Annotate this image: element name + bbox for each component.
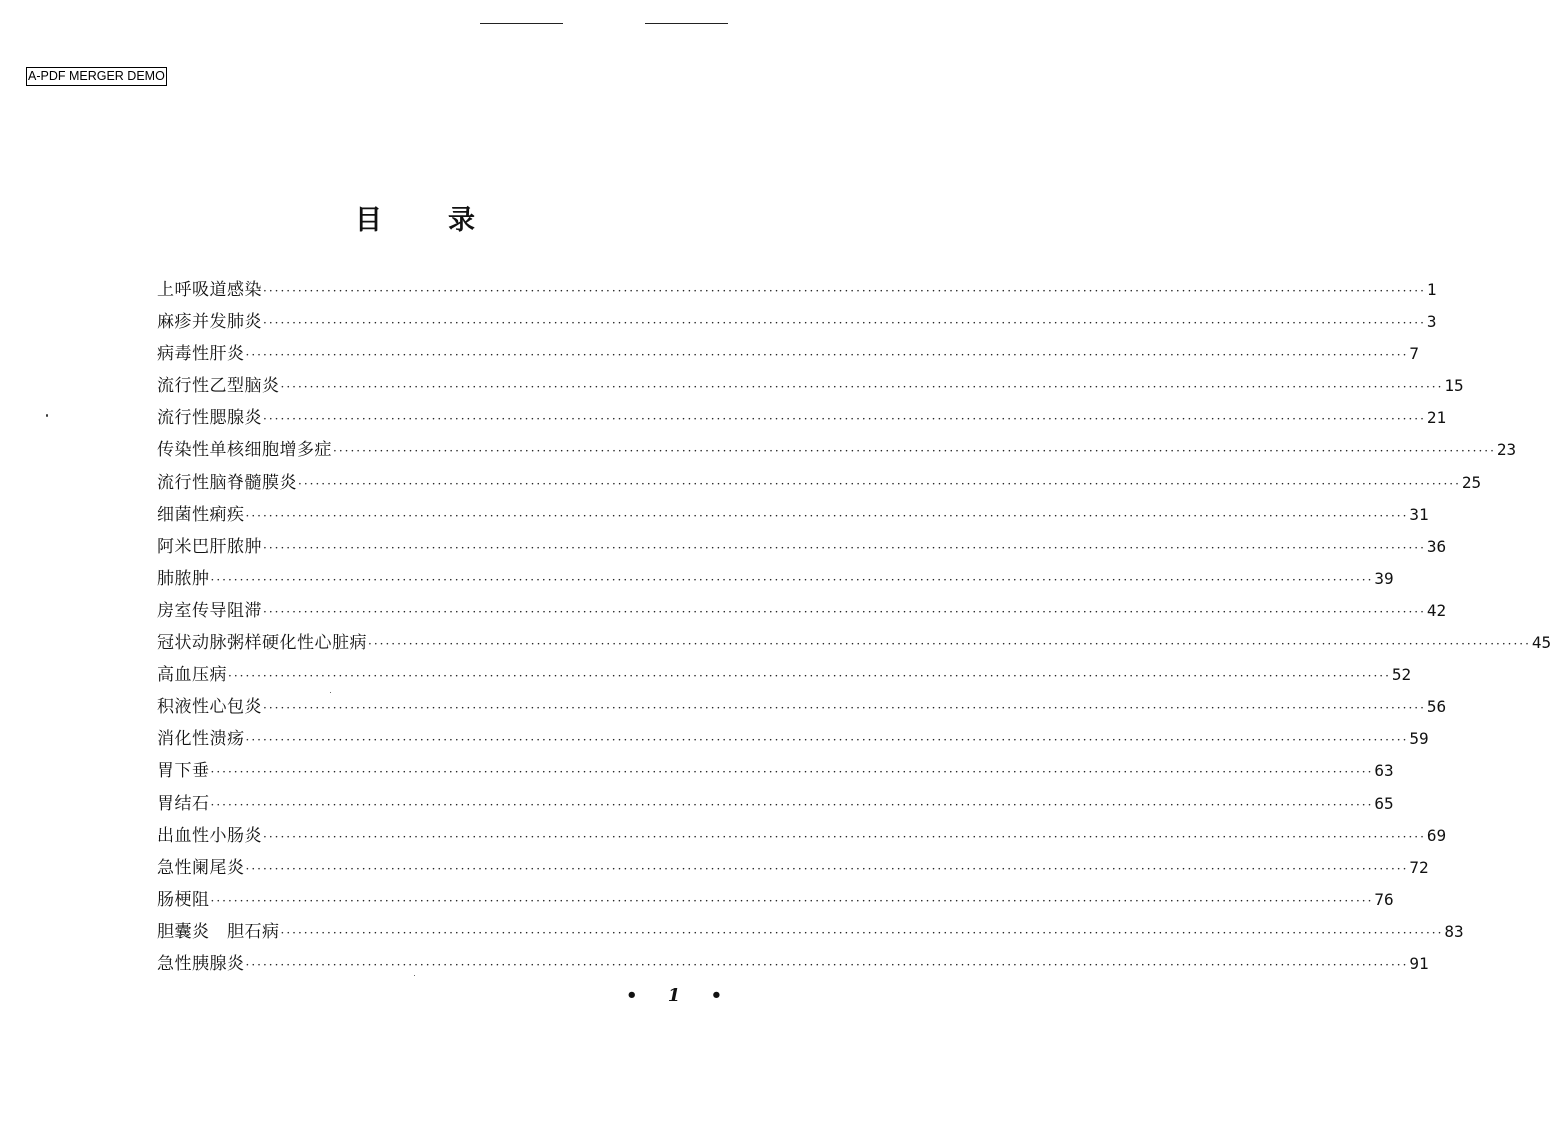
- dot-leader: ········································································································································································································: [245, 957, 1409, 972]
- header-rule-right: [645, 23, 728, 24]
- toc-entry: [157, 434, 1517, 466]
- dot-leader: ········································································································································································································: [263, 412, 1426, 427]
- toc-entry-title: 细菌性痢疾: [157, 504, 245, 525]
- toc-entry-page: 52: [1391, 665, 1412, 685]
- toc-entry: [157, 627, 1551, 659]
- toc-entry-title: 流行性脑脊髓膜炎: [157, 472, 297, 493]
- toc-entry-page: 65: [1374, 793, 1394, 813]
- toc-entry-page: 42: [1426, 600, 1447, 620]
- toc-entry-page: 76: [1374, 889, 1394, 909]
- dot-leader: ········································································································································································································: [210, 893, 1374, 908]
- scan-speck: [414, 975, 415, 976]
- dot-leader: ········································································································································································································: [263, 316, 1426, 331]
- toc-entry: [157, 274, 1437, 306]
- toc-entry-title: 出血性小肠炎: [157, 825, 262, 846]
- toc-entry: [157, 916, 1464, 948]
- toc-entry-title: 房室传导阻滞: [157, 600, 262, 621]
- dot-leader: ········································································································································································································: [298, 476, 1461, 491]
- title-char-1: 目: [355, 205, 382, 236]
- toc-entry: [157, 948, 1429, 980]
- dot-leader: ········································································································································································································: [263, 284, 1426, 298]
- dot-leader: ········································································································································································································: [280, 380, 1444, 395]
- watermark-label: A-PDF MERGER DEMO: [26, 67, 167, 86]
- dot-leader: ········································································································································································································: [210, 797, 1374, 812]
- table-of-contents: [157, 274, 1551, 980]
- dot-leader: ········································································································································································································: [263, 604, 1426, 619]
- toc-entry: [157, 659, 1412, 691]
- title-char-2: 录: [448, 205, 475, 236]
- toc-entry-page: 91: [1409, 953, 1429, 973]
- page-title: [355, 203, 475, 239]
- toc-entry-title: 急性胰腺炎: [157, 953, 245, 974]
- toc-entry-page: 69: [1426, 825, 1447, 845]
- toc-entry: [157, 499, 1429, 531]
- toc-entry-title: 阿米巴肝脓肿: [157, 536, 262, 557]
- toc-entry: [157, 402, 1447, 434]
- toc-entry-page: 36: [1426, 536, 1447, 556]
- toc-entry: [157, 370, 1464, 402]
- toc-entry: [157, 723, 1429, 755]
- toc-entry-title: 肠梗阻: [157, 889, 210, 910]
- scan-speck: [46, 414, 48, 417]
- toc-entry-page: 39: [1374, 568, 1394, 588]
- scan-speck: [330, 692, 331, 693]
- dot-leader: ········································································································································································································: [368, 637, 1531, 652]
- dot-leader: ········································································································································································································: [280, 925, 1444, 940]
- toc-entry-page: 83: [1444, 921, 1464, 941]
- dot-leader: ········································································································································································································: [210, 765, 1374, 780]
- toc-entry: [157, 852, 1429, 884]
- toc-entry: [157, 820, 1447, 852]
- dot-leader: ········································································································································································································: [210, 572, 1374, 587]
- toc-entry-title: 急性阑尾炎: [157, 857, 245, 878]
- toc-entry: [157, 755, 1394, 787]
- toc-entry: [157, 595, 1447, 627]
- toc-entry-title: 高血压病: [157, 665, 227, 686]
- toc-entry-page: 63: [1374, 761, 1394, 781]
- toc-entry-page: 59: [1409, 729, 1429, 749]
- toc-entry: [157, 531, 1447, 563]
- toc-entry-title: 胆囊炎 胆石病: [157, 921, 280, 942]
- toc-entry: [157, 788, 1394, 820]
- toc-entry-title: 肺脓肿: [157, 568, 210, 589]
- toc-entry: [157, 306, 1437, 338]
- toc-entry: [157, 884, 1394, 916]
- toc-entry-title: 胃下垂: [157, 761, 210, 782]
- toc-entry: [157, 467, 1482, 499]
- toc-entry-page: 21: [1426, 408, 1447, 428]
- header-rule-left: [480, 23, 563, 24]
- toc-entry: [157, 691, 1447, 723]
- page-number: • 1 •: [626, 985, 735, 1006]
- toc-entry-title: 胃结石: [157, 793, 210, 814]
- toc-entry-title: 冠状动脉粥样硬化性心脏病: [157, 633, 367, 654]
- toc-entry-title: 消化性溃疡: [157, 729, 245, 750]
- dot-leader: ········································································································································································································: [263, 540, 1426, 555]
- dot-leader: ········································································································································································································: [333, 444, 1496, 459]
- toc-entry-title: 麻疹并发肺炎: [157, 312, 262, 333]
- toc-entry-title: 传染性单核细胞增多症: [157, 440, 332, 461]
- dot-leader: ········································································································································································································: [228, 669, 1391, 684]
- toc-entry-page: 1: [1426, 280, 1437, 299]
- toc-entry-page: 15: [1444, 376, 1464, 396]
- toc-entry: [157, 563, 1394, 595]
- dot-leader: ········································································································································································································: [263, 829, 1426, 844]
- dot-leader: ········································································································································································································: [245, 861, 1409, 876]
- toc-entry-page: 25: [1461, 472, 1482, 492]
- dot-leader: ········································································································································································································: [263, 701, 1426, 716]
- toc-entry-title: 流行性腮腺炎: [157, 408, 262, 429]
- toc-entry-title: 流行性乙型脑炎: [157, 376, 280, 397]
- toc-entry-page: 72: [1409, 857, 1429, 877]
- toc-entry-title: 积液性心包炎: [157, 697, 262, 718]
- dot-leader: ········································································································································································································: [245, 733, 1409, 748]
- toc-entry-page: 31: [1409, 504, 1429, 524]
- toc-entry-page: 23: [1496, 440, 1517, 460]
- toc-entry: [157, 338, 1420, 370]
- toc-entry-page: 56: [1426, 697, 1447, 717]
- toc-entry-title: 病毒性肝炎: [157, 344, 245, 365]
- toc-entry-title: 上呼吸道感染: [157, 280, 262, 300]
- dot-leader: ········································································································································································································: [245, 348, 1409, 363]
- dot-leader: ········································································································································································································: [245, 508, 1409, 523]
- toc-entry-page: 7: [1409, 344, 1420, 364]
- toc-entry-page: 45: [1531, 633, 1551, 653]
- toc-entry-page: 3: [1426, 312, 1437, 332]
